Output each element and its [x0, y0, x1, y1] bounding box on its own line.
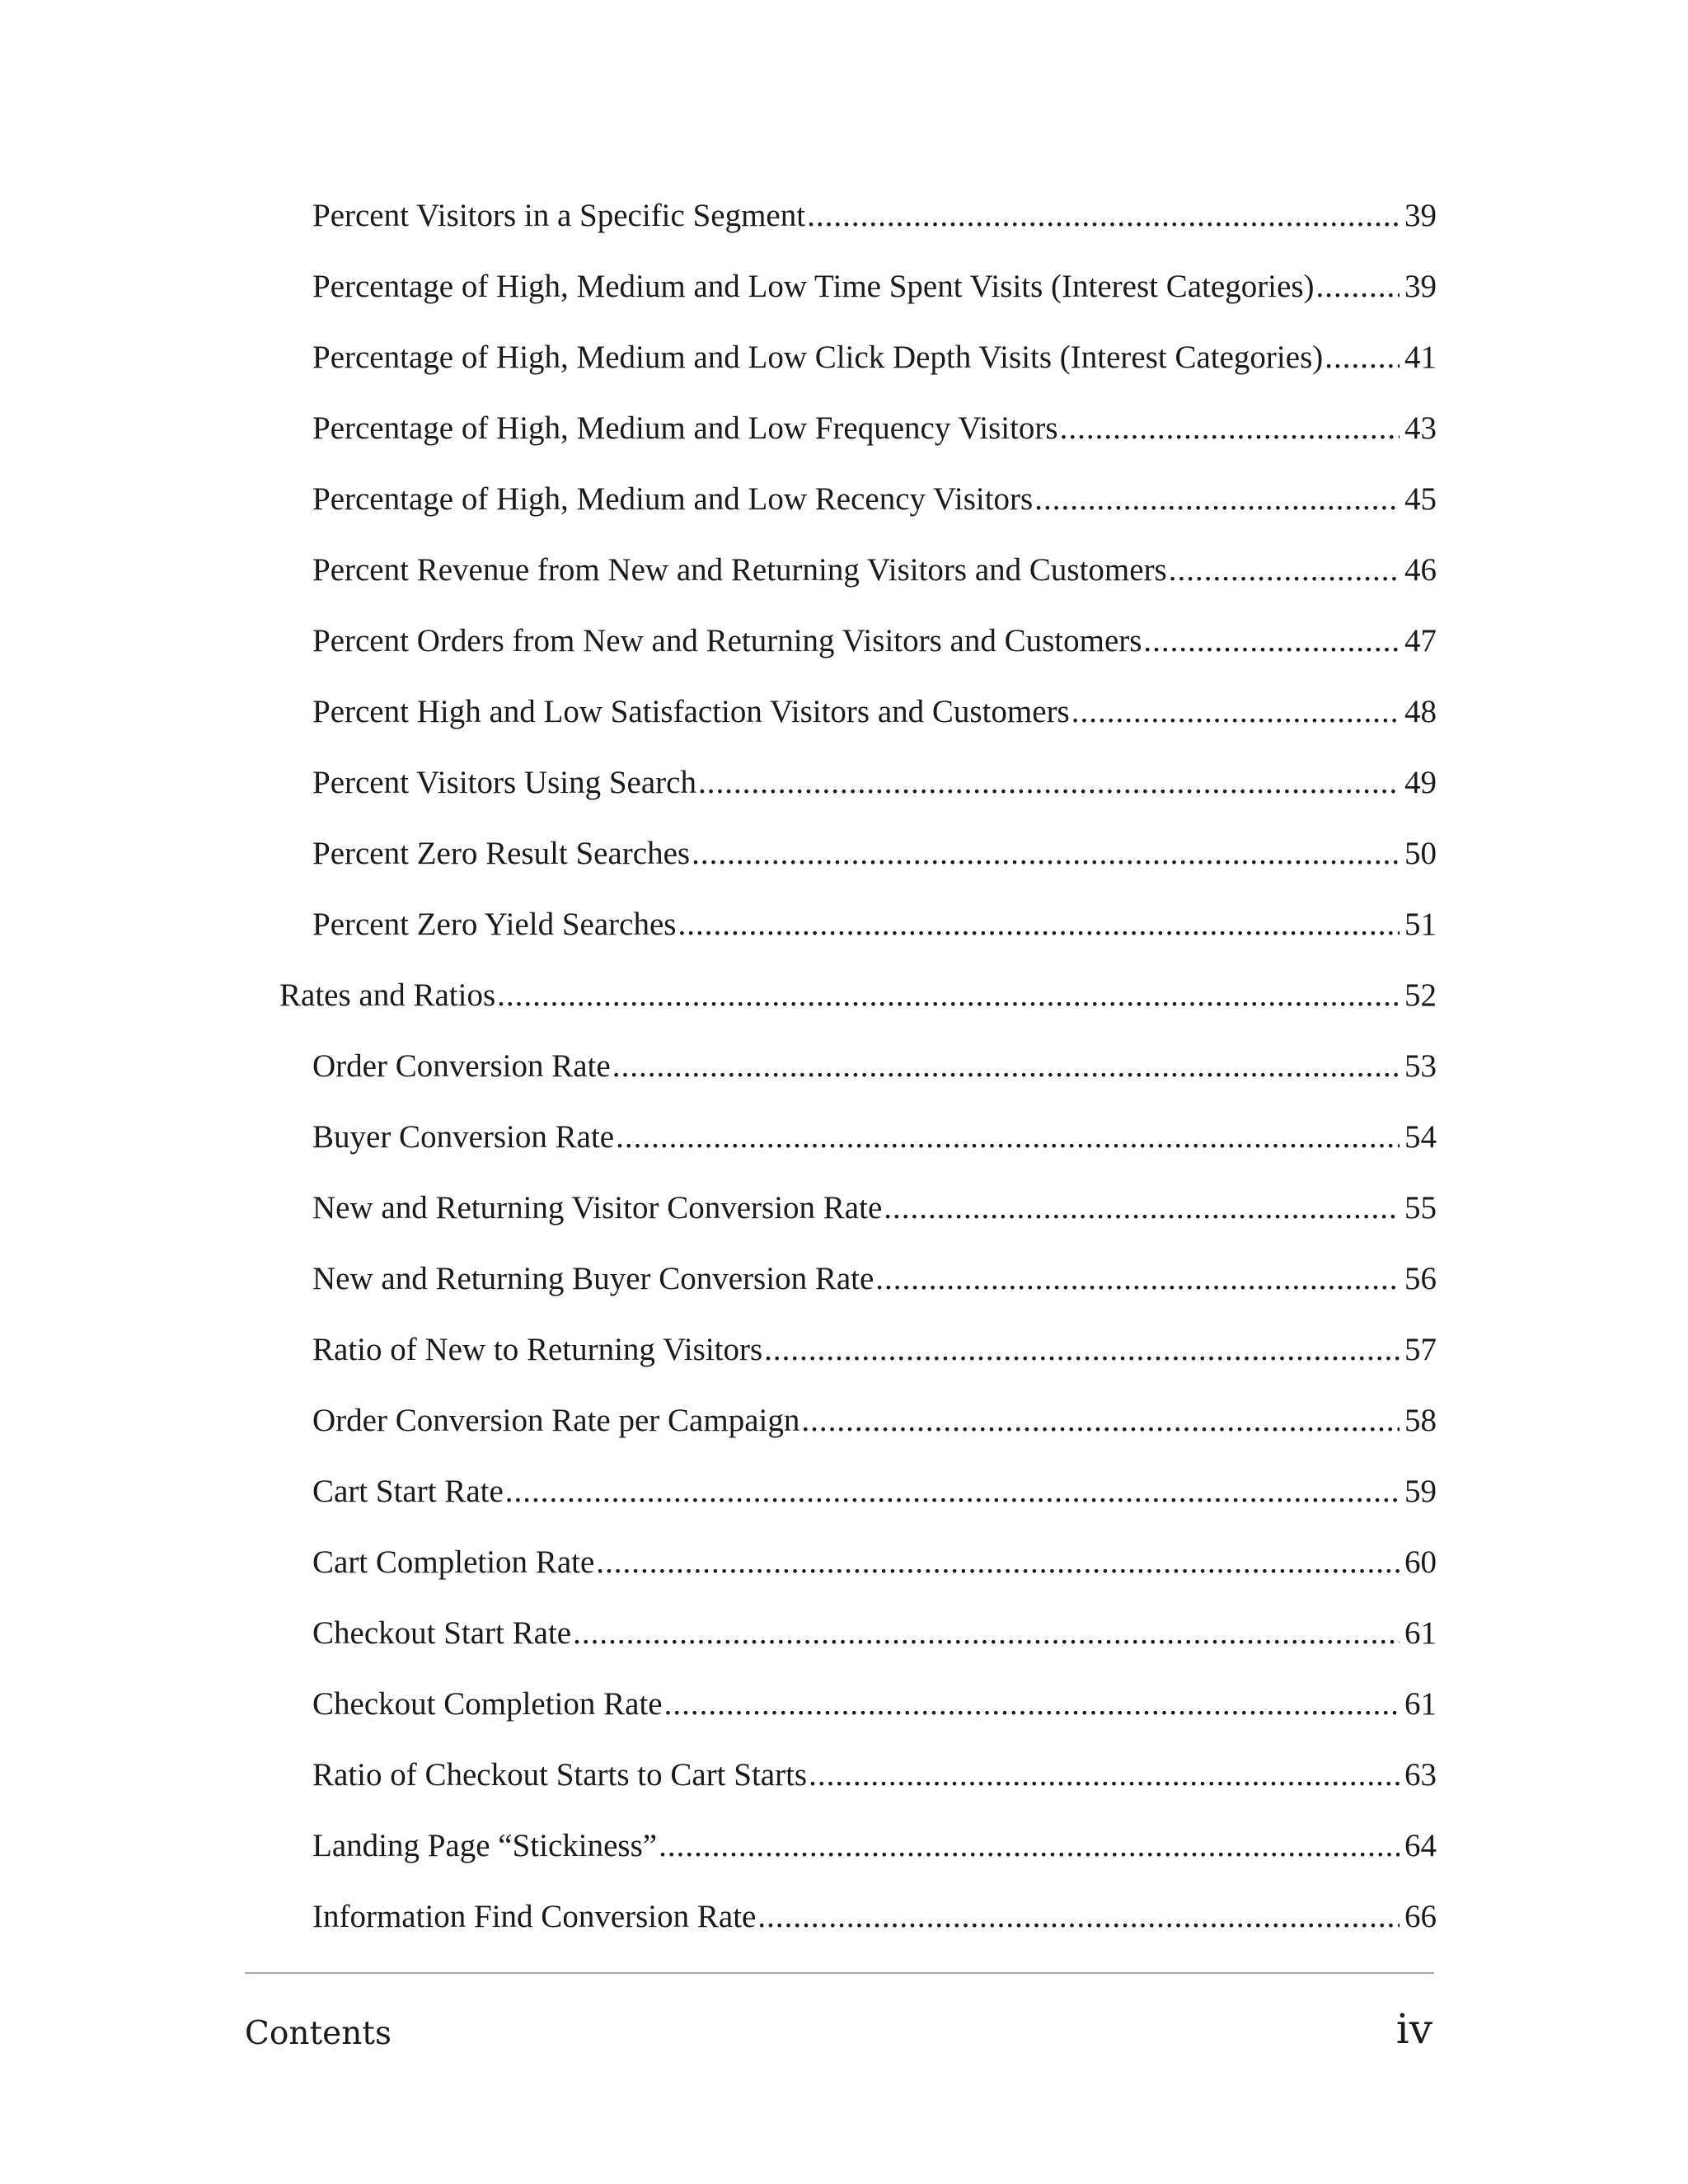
toc-entry-page-number: 45: [1404, 481, 1437, 517]
toc-entry[interactable]: [312, 1113, 1437, 1162]
toc-dot-leader: [1071, 687, 1400, 737]
toc-entry-title: Rates and Ratios: [279, 977, 496, 1013]
footer-page-number: iv: [1395, 2005, 1432, 2053]
toc-entry-page-number: 46: [1404, 552, 1437, 588]
toc-entry[interactable]: [312, 191, 1437, 241]
toc-entry-page-number: 58: [1404, 1403, 1437, 1438]
toc-dot-leader: [801, 1396, 1400, 1446]
toc-entry-title: Percent High and Low Satisfaction Visitors and Customers: [312, 694, 1070, 729]
toc-dot-leader: [698, 758, 1400, 808]
toc-entry[interactable]: [312, 1821, 1437, 1871]
toc-entry-title: Checkout Completion Rate: [312, 1686, 663, 1722]
toc-entry-title: Percent Visitors in a Specific Segment: [312, 198, 806, 233]
toc-dot-leader: [764, 1325, 1400, 1375]
toc-dot-leader: [1034, 475, 1400, 524]
toc-dot-leader: [1325, 333, 1400, 382]
toc-entry[interactable]: [312, 900, 1437, 949]
toc-entry-page-number: 57: [1404, 1332, 1437, 1367]
toc-entry-page-number: 60: [1404, 1544, 1437, 1580]
toc-entry-page-number: 39: [1404, 198, 1437, 233]
toc-section-entry[interactable]: [279, 971, 1437, 1020]
toc-entry-title: New and Returning Visitor Conversion Rate: [312, 1190, 883, 1226]
toc-entry[interactable]: [312, 1183, 1437, 1233]
toc-dot-leader: [659, 1821, 1400, 1871]
toc-entry-title: Cart Completion Rate: [312, 1544, 595, 1580]
toc-entry-title: Order Conversion Rate: [312, 1048, 611, 1084]
toc-entry-title: Ratio of New to Returning Visitors: [312, 1332, 763, 1367]
toc-entry-page-number: 56: [1404, 1261, 1437, 1296]
toc-dot-leader: [664, 1680, 1400, 1729]
toc-entry-page-number: 52: [1404, 977, 1437, 1013]
toc-entry-page-number: 49: [1404, 765, 1437, 800]
toc-dot-leader: [1316, 262, 1400, 312]
toc-entry-page-number: 53: [1404, 1048, 1437, 1084]
toc-entry-page-number: 66: [1404, 1899, 1437, 1934]
toc-entry-title: Information Find Conversion Rate: [312, 1899, 757, 1934]
toc-entry[interactable]: [312, 404, 1437, 453]
toc-entry-page-number: 61: [1404, 1686, 1437, 1722]
toc-entry-page-number: 63: [1404, 1757, 1437, 1793]
toc-entry[interactable]: [312, 1538, 1437, 1587]
toc-entry-page-number: 48: [1404, 694, 1437, 729]
toc-entry-title: Order Conversion Rate per Campaign: [312, 1403, 800, 1438]
toc-dot-leader: [596, 1538, 1400, 1587]
toc-entry-page-number: 51: [1404, 907, 1437, 942]
toc-entry-title: Percent Zero Yield Searches: [312, 907, 677, 942]
toc-entry[interactable]: [312, 829, 1437, 879]
toc-entry-page-number: 39: [1404, 269, 1437, 304]
toc-entry-title: Ratio of Checkout Starts to Cart Starts: [312, 1757, 808, 1793]
toc-dot-leader: [807, 191, 1400, 241]
toc-entry-page-number: 54: [1404, 1119, 1437, 1155]
toc-entry-title: Percent Orders from New and Returning Visitors and Customers: [312, 623, 1142, 658]
toc-entry-page-number: 64: [1404, 1828, 1437, 1863]
toc-entry-page-number: 59: [1404, 1474, 1437, 1509]
toc-entry[interactable]: [312, 1680, 1437, 1729]
toc-entry[interactable]: [312, 616, 1437, 666]
toc-entry-page-number: 43: [1404, 410, 1437, 446]
toc-entry-title: Cart Start Rate: [312, 1474, 504, 1509]
toc-entry-page-number: 47: [1404, 623, 1437, 658]
toc-dot-leader: [757, 1892, 1400, 1942]
toc-dot-leader: [1143, 616, 1400, 666]
toc-entry-title: Percentage of High, Medium and Low Click Depth Visits (Interest Categories): [312, 340, 1324, 375]
toc-dot-leader: [505, 1467, 1400, 1516]
toc-entry-title: Percent Revenue from New and Returning Visitors and Customers: [312, 552, 1167, 588]
toc-entry-title: Percent Zero Result Searches: [312, 836, 691, 871]
toc-dot-leader: [678, 900, 1400, 949]
toc-entry-title: New and Returning Buyer Conversion Rate: [312, 1261, 874, 1296]
toc-entry-page-number: 55: [1404, 1190, 1437, 1226]
toc-entry[interactable]: [312, 1609, 1437, 1658]
toc-entry[interactable]: [312, 262, 1437, 312]
toc-entry-page-number: 41: [1404, 340, 1437, 375]
toc-dot-leader: [497, 971, 1400, 1020]
toc-entry[interactable]: [312, 1467, 1437, 1516]
toc-entry[interactable]: [312, 687, 1437, 737]
toc-entry[interactable]: [312, 1396, 1437, 1446]
toc-dot-leader: [1060, 404, 1400, 453]
toc-entry[interactable]: [312, 475, 1437, 524]
toc-entry[interactable]: [312, 758, 1437, 808]
toc-entry-title: Buyer Conversion Rate: [312, 1119, 615, 1155]
toc-dot-leader: [809, 1750, 1400, 1800]
toc-entry-title: Percentage of High, Medium and Low Frequency Visitors: [312, 410, 1058, 446]
toc-entry[interactable]: [312, 333, 1437, 382]
toc-entry-title: Percentage of High, Medium and Low Recency Visitors: [312, 481, 1034, 517]
toc-entry-page-number: 50: [1404, 836, 1437, 871]
toc-entry-title: Landing Page “Stickiness”: [312, 1828, 658, 1863]
toc-entry-page-number: 61: [1404, 1615, 1437, 1651]
footer-divider: [245, 1972, 1434, 1974]
toc-entry[interactable]: [312, 1042, 1437, 1091]
toc-entry-title: Checkout Start Rate: [312, 1615, 572, 1651]
toc-entry[interactable]: [312, 1325, 1437, 1375]
toc-dot-leader: [612, 1042, 1400, 1091]
toc-entry[interactable]: [312, 1750, 1437, 1800]
toc-entry[interactable]: [312, 1892, 1437, 1942]
toc-entry-title: Percentage of High, Medium and Low Time Spent Visits (Interest Categories): [312, 269, 1315, 304]
toc-dot-leader: [692, 829, 1400, 879]
toc-entry[interactable]: [312, 1254, 1437, 1304]
toc-entry[interactable]: [312, 546, 1437, 595]
toc-dot-leader: [1169, 546, 1400, 595]
toc-dot-leader: [875, 1254, 1400, 1304]
toc-dot-leader: [884, 1183, 1400, 1233]
footer-section-title: Contents: [245, 2015, 392, 2052]
toc-dot-leader: [573, 1609, 1400, 1658]
toc-dot-leader: [616, 1113, 1400, 1162]
toc-entry-title: Percent Visitors Using Search: [312, 765, 696, 800]
